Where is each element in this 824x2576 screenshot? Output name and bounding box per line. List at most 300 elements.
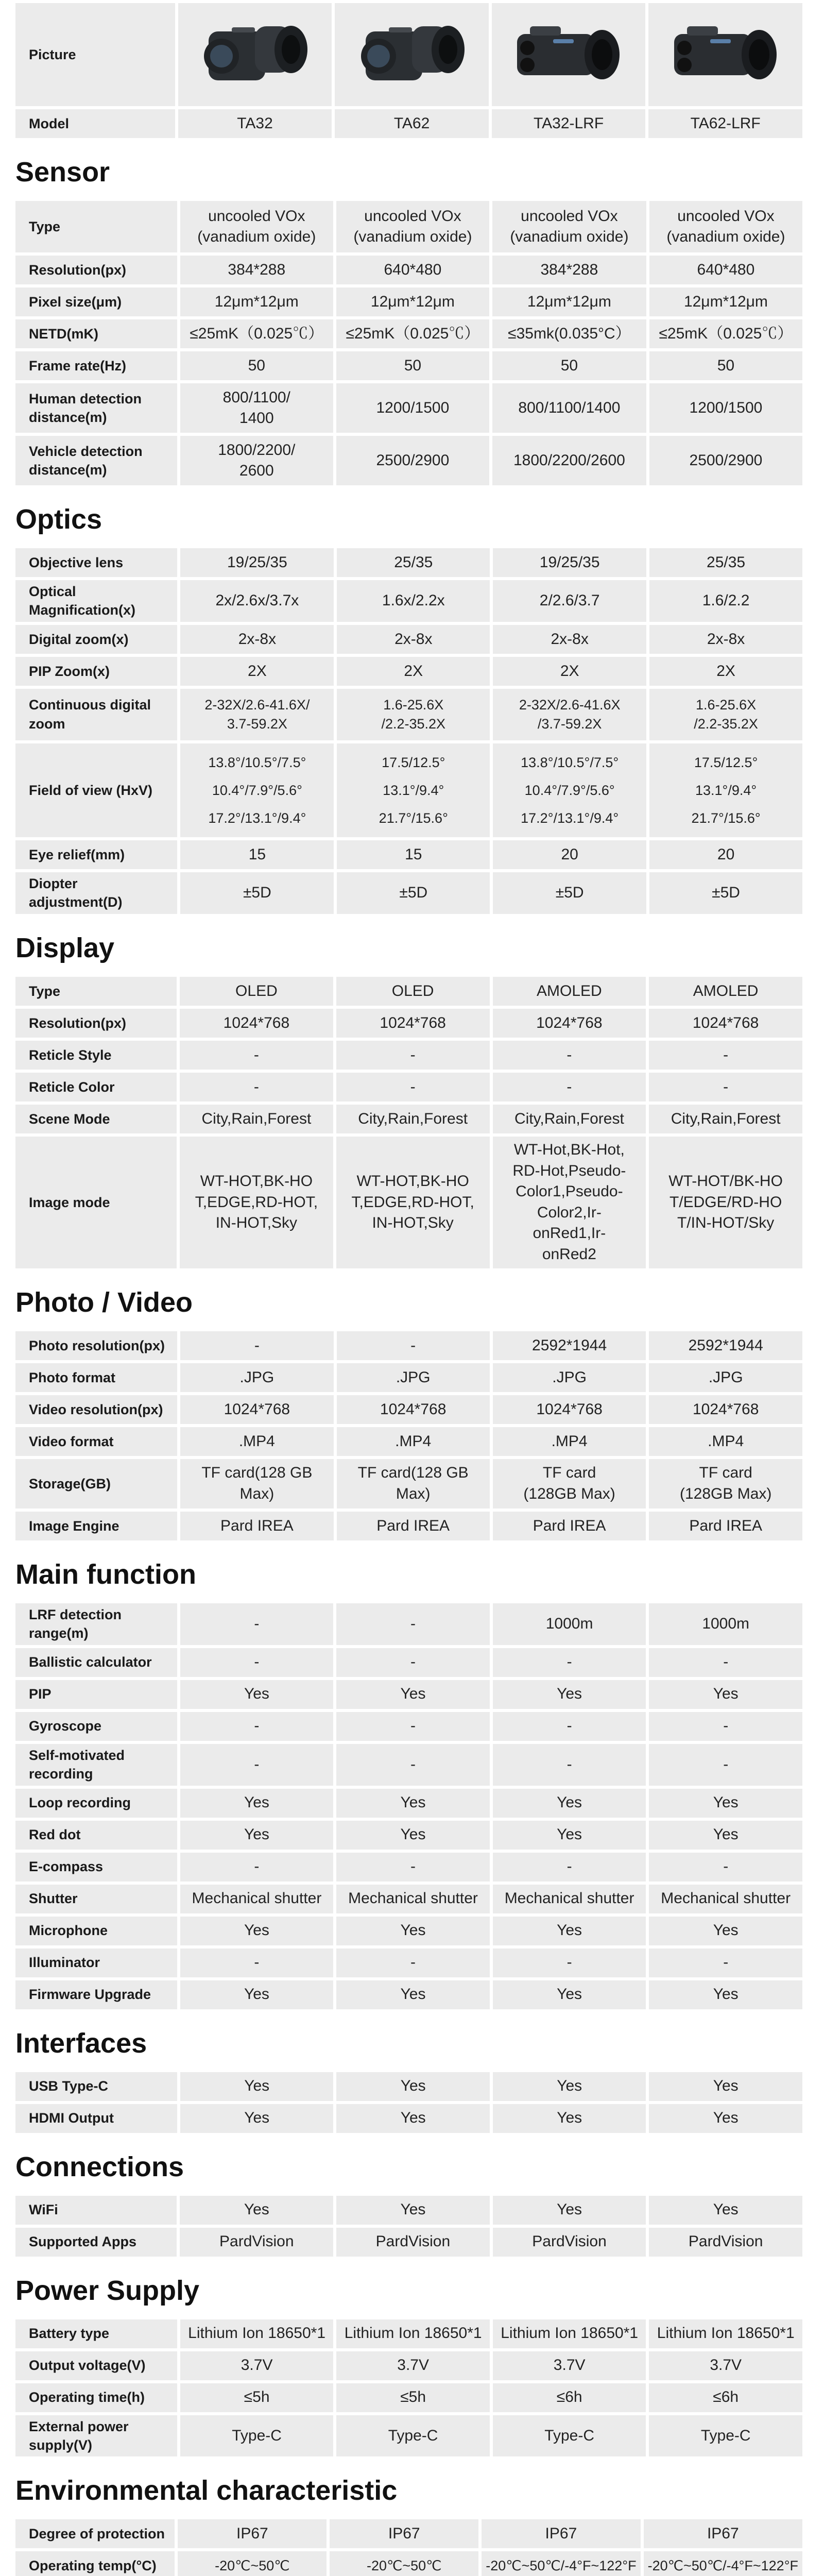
spec-value: .MP4: [493, 1427, 646, 1456]
model-name: TA62-LRF: [648, 109, 802, 138]
spec-table: [12, 2193, 805, 2260]
spec-value: -: [336, 1603, 490, 1645]
spec-value: -20℃~50℃: [330, 2551, 478, 2576]
spec-value: 3.7V: [336, 2351, 490, 2380]
spec-row: [15, 1789, 802, 1818]
spec-value: 2592*1944: [649, 1331, 802, 1360]
spec-row: [15, 2319, 802, 2348]
spec-value: Mechanical shutter: [493, 1885, 646, 1913]
spec-label: Output voltage(V): [15, 2351, 177, 2380]
spec-value: -: [180, 1331, 333, 1360]
spec-value: PardVision: [493, 2228, 646, 2257]
spec-label: PIP Zoom(x): [15, 657, 177, 686]
product-image-ta62: [335, 3, 489, 106]
spec-label: Image Engine: [15, 1512, 177, 1540]
spec-value: 2X: [493, 657, 646, 686]
spec-row: [15, 351, 802, 380]
spec-value: -: [493, 1712, 646, 1741]
spec-label: Supported Apps: [15, 2228, 177, 2257]
spec-value: 2X: [337, 657, 490, 686]
spec-value: -: [493, 1744, 646, 1786]
spec-value: PardVision: [180, 2228, 333, 2257]
spec-row: [15, 2415, 802, 2457]
spec-value: 2x-8x: [337, 625, 490, 654]
spec-value: Pard IREA: [649, 1512, 802, 1540]
spec-label: USB Type-C: [15, 2072, 177, 2101]
spec-label: Reticle Style: [15, 1041, 177, 1070]
spec-value: 800/1100/ 1400: [180, 383, 333, 433]
monocular-image: [664, 11, 787, 98]
spec-value: Yes: [336, 1821, 490, 1850]
spec-value: ≤6h: [493, 2383, 646, 2412]
spec-value: -: [493, 1648, 646, 1677]
spec-label: HDMI Output: [15, 2104, 177, 2133]
spec-value: 2500/2900: [649, 436, 802, 485]
spec-value: -: [180, 1853, 334, 1882]
spec-label: Gyroscope: [15, 1712, 177, 1741]
spec-row: [15, 2196, 802, 2225]
spec-row: [15, 977, 802, 1006]
picture-row: [15, 3, 802, 106]
spec-value: -: [493, 1073, 646, 1101]
spec-row: [15, 1648, 802, 1677]
spec-value: -: [649, 1041, 802, 1070]
spec-value: Yes: [336, 1680, 490, 1709]
product-image-ta62-lrf: [648, 3, 802, 106]
spec-value: -: [649, 1712, 802, 1741]
section-title: Environmental characteristic: [15, 2475, 398, 2506]
spec-value: WT-HOT,BK-HO T,EDGE,RD-HOT, IN-HOT,Sky: [336, 1137, 490, 1268]
spec-value: Yes: [336, 1980, 490, 2009]
spec-value: IP67: [644, 2519, 802, 2548]
spec-value: 19/25/35: [493, 548, 646, 577]
spec-row: [15, 2104, 802, 2133]
spec-label: Resolution(px): [15, 256, 177, 284]
model-name: TA62: [335, 109, 489, 138]
spec-label: Field of view (HxV): [15, 743, 177, 837]
section-title: Sensor: [15, 157, 110, 188]
spec-value: 25/35: [337, 548, 490, 577]
spec-value: Yes: [493, 2072, 646, 2101]
spec-value: -: [336, 1041, 490, 1070]
spec-row: [15, 2551, 802, 2576]
spec-value: 12μm*12μm: [336, 287, 489, 316]
section-title: Power Supply: [15, 2275, 200, 2306]
spec-value: Yes: [336, 1789, 490, 1818]
spec-row: [15, 2351, 802, 2380]
spec-value: 3.7V: [180, 2351, 334, 2380]
spec-value: Type-C: [180, 2415, 334, 2457]
spec-value: 2-32X/2.6-41.6X /3.7-59.2X: [493, 689, 646, 740]
spec-value: 20: [649, 840, 802, 869]
spec-label: Shutter: [15, 1885, 177, 1913]
spec-value: Mechanical shutter: [180, 1885, 334, 1913]
spec-value: 1024*768: [493, 1395, 646, 1424]
spec-label: Scene Mode: [15, 1105, 177, 1133]
spec-value: 2592*1944: [493, 1331, 646, 1360]
spec-value: ≤25mK（0.025℃）: [180, 319, 333, 348]
spec-value: ≤35mk(0.035°C）: [492, 319, 646, 348]
spec-value: ≤5h: [180, 2383, 334, 2412]
spec-row: [15, 1363, 802, 1392]
spec-label: Frame rate(Hz): [15, 351, 177, 380]
spec-row: [15, 1395, 802, 1424]
spec-label: Photo resolution(px): [15, 1331, 177, 1360]
spec-value: Pard IREA: [337, 1512, 490, 1540]
spec-value: OLED: [336, 977, 490, 1006]
spec-value: PardVision: [336, 2228, 490, 2257]
spec-value: -: [336, 1744, 490, 1786]
spec-value: 2x-8x: [493, 625, 646, 654]
product-image-ta32: [178, 3, 332, 106]
spec-value: -: [337, 1331, 490, 1360]
spec-label: External power supply(V): [15, 2415, 177, 2457]
spec-value: 50: [336, 351, 489, 380]
spec-value: -: [649, 1853, 802, 1882]
spec-row: [15, 1105, 802, 1133]
spec-value: Lithium Ion 18650*1: [649, 2319, 802, 2348]
spec-row: [15, 1512, 802, 1540]
spec-value: Yes: [493, 2196, 646, 2225]
spec-label: Storage(GB): [15, 1459, 177, 1509]
spec-label: Video format: [15, 1427, 177, 1456]
spec-label: Vehicle detection distance(m): [15, 436, 177, 485]
spec-value: -20℃~50℃/-4°F~122°F: [644, 2551, 802, 2576]
spec-label: NETD(mK): [15, 319, 177, 348]
spec-row: [15, 436, 802, 485]
spec-table: [12, 2069, 805, 2136]
spec-value: IP67: [178, 2519, 327, 2548]
spec-row: [15, 1917, 802, 1945]
spec-label: Eye relief(mm): [15, 840, 177, 869]
spec-value: City,Rain,Forest: [493, 1105, 646, 1133]
spec-row: [15, 1885, 802, 1913]
spec-value: OLED: [180, 977, 333, 1006]
spec-value: 1800/2200/2600: [492, 436, 646, 485]
spec-row: [15, 1712, 802, 1741]
spec-value: Lithium Ion 18650*1: [180, 2319, 334, 2348]
spec-value: Type-C: [649, 2415, 802, 2457]
spec-row: [15, 1009, 802, 1038]
spec-value: 1024*768: [336, 1009, 490, 1038]
spec-label: Illuminator: [15, 1948, 177, 1977]
spec-value: WT-Hot,BK-Hot, RD-Hot,Pseudo- Color1,Pseudo- Color2,Ir- onRed1,Ir- onRed2: [493, 1137, 646, 1268]
spec-value: 17.5/12.5° 13.1°/9.4° 21.7°/15.6°: [649, 743, 802, 837]
section-title: Interfaces: [15, 2027, 147, 2059]
spec-value: 384*288: [492, 256, 646, 284]
spec-value: uncooled VOx (vanadium oxide): [180, 201, 333, 252]
spec-label: Diopter adjustment(D): [15, 872, 177, 914]
spec-label: Continuous digital zoom: [15, 689, 177, 740]
spec-row: [15, 319, 802, 348]
spec-value: 1800/2200/ 2600: [180, 436, 333, 485]
spec-value: 15: [337, 840, 490, 869]
spec-label: Microphone: [15, 1917, 177, 1945]
spec-row: [15, 287, 802, 316]
spec-value: 640*480: [336, 256, 489, 284]
spec-value: Yes: [336, 2072, 490, 2101]
spec-row: [15, 2519, 802, 2548]
spec-value: 17.5/12.5° 13.1°/9.4° 21.7°/15.6°: [337, 743, 490, 837]
spec-value: TF card(128 GB Max): [337, 1459, 490, 1509]
spec-value: Type-C: [336, 2415, 490, 2457]
spec-table: [12, 545, 805, 917]
spec-value: 1024*768: [180, 1395, 333, 1424]
spec-value: PardVision: [649, 2228, 802, 2257]
spec-value: Yes: [180, 2104, 334, 2133]
spec-row: [15, 580, 802, 622]
spec-row: [15, 657, 802, 686]
spec-value: ±5D: [649, 872, 802, 914]
spec-value: .MP4: [180, 1427, 333, 1456]
spec-value: 1.6/2.2: [649, 580, 802, 622]
spec-value: 20: [493, 840, 646, 869]
spec-row: [15, 548, 802, 577]
spec-value: TF card(128 GB Max): [180, 1459, 333, 1509]
spec-value: AMOLED: [649, 977, 802, 1006]
spec-label: Video resolution(px): [15, 1395, 177, 1424]
spec-value: .JPG: [493, 1363, 646, 1392]
spec-value: -: [649, 1648, 802, 1677]
spec-label: E-compass: [15, 1853, 177, 1882]
spec-value: 2-32X/2.6-41.6X/ 3.7-59.2X: [180, 689, 334, 740]
spec-row: [15, 1041, 802, 1070]
spec-value: 640*480: [649, 256, 802, 284]
spec-label: Objective lens: [15, 548, 177, 577]
spec-value: Yes: [336, 2104, 490, 2133]
spec-table: [12, 2516, 805, 2576]
spec-value: WT-HOT,BK-HO T,EDGE,RD-HOT, IN-HOT,Sky: [180, 1137, 333, 1268]
spec-value: -: [493, 1948, 646, 1977]
spec-row: [15, 743, 802, 837]
spec-value: -: [180, 1648, 334, 1677]
spec-value: ≤6h: [649, 2383, 802, 2412]
spec-value: -: [649, 1948, 802, 1977]
spec-value: 1024*768: [649, 1009, 802, 1038]
spec-label: Pixel size(μm): [15, 287, 177, 316]
spec-label: Photo format: [15, 1363, 177, 1392]
spec-row: [15, 1744, 802, 1786]
spec-value: 12μm*12μm: [492, 287, 646, 316]
spec-value: Yes: [649, 2104, 802, 2133]
spec-value: -: [180, 1744, 334, 1786]
spec-value: .JPG: [337, 1363, 490, 1392]
spec-value: Lithium Ion 18650*1: [493, 2319, 646, 2348]
monocular-image: [350, 11, 474, 98]
spec-row: [15, 1680, 802, 1709]
spec-row: [15, 872, 802, 914]
spec-value: 1000m: [649, 1603, 802, 1645]
spec-value: 13.8°/10.5°/7.5° 10.4°/7.9°/5.6° 17.2°/13.1°/9.4°: [180, 743, 334, 837]
spec-value: IP67: [482, 2519, 640, 2548]
spec-row: [15, 1459, 802, 1509]
spec-value: Yes: [649, 1917, 802, 1945]
spec-row: [15, 840, 802, 869]
spec-table: [12, 198, 805, 488]
spec-label: Firmware Upgrade: [15, 1980, 177, 2009]
spec-row: [15, 1821, 802, 1850]
spec-value: -: [493, 1041, 646, 1070]
spec-row: [15, 625, 802, 654]
spec-label: Red dot: [15, 1821, 177, 1850]
spec-value: Yes: [649, 1821, 802, 1850]
spec-value: IP67: [330, 2519, 478, 2548]
spec-value: 50: [180, 351, 333, 380]
spec-value: -: [180, 1948, 334, 1977]
spec-value: 1024*768: [649, 1395, 802, 1424]
spec-value: Type-C: [493, 2415, 646, 2457]
spec-value: 12μm*12μm: [180, 287, 333, 316]
spec-value: Yes: [180, 1680, 334, 1709]
spec-row: [15, 1137, 802, 1268]
spec-value: 1.6-25.6X /2.2-35.2X: [337, 689, 490, 740]
spec-value: -: [649, 1073, 802, 1101]
spec-row: [15, 383, 802, 433]
spec-value: .JPG: [649, 1363, 802, 1392]
spec-row: [15, 1603, 802, 1645]
spec-value: TF card (128GB Max): [649, 1459, 802, 1509]
spec-value: -: [336, 1073, 490, 1101]
section-title: Photo / Video: [15, 1286, 193, 1318]
spec-value: 12μm*12μm: [649, 287, 802, 316]
section-title: Connections: [15, 2151, 184, 2182]
spec-row: [15, 256, 802, 284]
spec-value: 15: [180, 840, 334, 869]
spec-value: 2X: [649, 657, 802, 686]
spec-value: -: [336, 1648, 490, 1677]
spec-label: Loop recording: [15, 1789, 177, 1818]
spec-value: 1200/1500: [649, 383, 802, 433]
spec-label: Digital zoom(x): [15, 625, 177, 654]
spec-table: [12, 1600, 805, 2012]
product-image-ta32-lrf: [492, 3, 646, 106]
spec-value: 1024*768: [493, 1009, 646, 1038]
spec-value: -: [336, 1712, 490, 1741]
spec-value: .JPG: [180, 1363, 333, 1392]
spec-value: 1024*768: [337, 1395, 490, 1424]
spec-label: LRF detection range(m): [15, 1603, 177, 1645]
spec-value: -: [180, 1712, 334, 1741]
spec-label: Resolution(px): [15, 1009, 177, 1038]
spec-value: 19/25/35: [180, 548, 334, 577]
spec-value: Yes: [493, 1680, 646, 1709]
spec-value: Yes: [180, 1980, 334, 2009]
spec-value: -: [180, 1073, 333, 1101]
spec-value: uncooled VOx (vanadium oxide): [649, 201, 802, 252]
monocular-image: [507, 11, 630, 98]
spec-value: -: [336, 1948, 490, 1977]
spec-table: [12, 2316, 805, 2460]
spec-label: Human detection distance(m): [15, 383, 177, 433]
spec-value: 1024*768: [180, 1009, 333, 1038]
spec-value: uncooled VOx (vanadium oxide): [336, 201, 489, 252]
model-name: TA32-LRF: [492, 109, 646, 138]
spec-row: [15, 1853, 802, 1882]
spec-row: [15, 1948, 802, 1977]
spec-value: -: [649, 1744, 802, 1786]
spec-value: 1000m: [493, 1603, 646, 1645]
spec-value: Yes: [649, 1980, 802, 2009]
spec-value: 1.6x/2.2x: [337, 580, 490, 622]
spec-value: Yes: [649, 2072, 802, 2101]
spec-value: Lithium Ion 18650*1: [336, 2319, 490, 2348]
spec-label: WiFi: [15, 2196, 177, 2225]
spec-value: 2x-8x: [180, 625, 334, 654]
spec-value: -20℃~50℃: [178, 2551, 327, 2576]
spec-value: AMOLED: [493, 977, 646, 1006]
spec-value: Yes: [649, 2196, 802, 2225]
spec-value: 50: [649, 351, 802, 380]
spec-value: .MP4: [649, 1427, 802, 1456]
spec-row: [15, 1427, 802, 1456]
spec-value: .MP4: [337, 1427, 490, 1456]
spec-value: ±5D: [493, 872, 646, 914]
spec-value: Mechanical shutter: [649, 1885, 802, 1913]
spec-row: [15, 2383, 802, 2412]
spec-value: Yes: [493, 1917, 646, 1945]
spec-label: Optical Magnification(x): [15, 580, 177, 622]
section-title: Optics: [15, 504, 102, 535]
spec-value: City,Rain,Forest: [649, 1105, 802, 1133]
header-table: [12, 0, 805, 141]
spec-value: ±5D: [180, 872, 334, 914]
spec-label: Operating temp(°C): [15, 2551, 175, 2576]
spec-value: ≤5h: [336, 2383, 490, 2412]
spec-label: Type: [15, 977, 177, 1006]
spec-value: 2500/2900: [336, 436, 489, 485]
spec-value: 3.7V: [649, 2351, 802, 2380]
model-label: Model: [15, 109, 175, 138]
spec-value: Yes: [649, 1789, 802, 1818]
spec-table: [12, 1328, 805, 1544]
spec-value: 2X: [180, 657, 334, 686]
spec-value: 1.6-25.6X /2.2-35.2X: [649, 689, 802, 740]
spec-value: ≤25mK（0.025℃）: [649, 319, 802, 348]
spec-row: [15, 2072, 802, 2101]
spec-label: PIP: [15, 1680, 177, 1709]
spec-value: Pard IREA: [493, 1512, 646, 1540]
spec-value: Yes: [493, 1980, 646, 2009]
spec-value: Yes: [336, 1917, 490, 1945]
spec-label: Operating time(h): [15, 2383, 177, 2412]
spec-value: -20℃~50℃/-4°F~122°F: [482, 2551, 640, 2576]
spec-value: 384*288: [180, 256, 333, 284]
section-title: Main function: [15, 1558, 196, 1590]
spec-value: Yes: [493, 1789, 646, 1818]
spec-label: Self-motivated recording: [15, 1744, 177, 1786]
spec-value: 3.7V: [493, 2351, 646, 2380]
spec-value: 2x-8x: [649, 625, 802, 654]
spec-value: Yes: [180, 1917, 334, 1945]
spec-value: 50: [492, 351, 646, 380]
spec-label: Type: [15, 201, 177, 252]
spec-value: ≤25mK（0.025℃）: [336, 319, 489, 348]
spec-value: -: [180, 1603, 334, 1645]
spec-row: [15, 2228, 802, 2257]
spec-value: Mechanical shutter: [336, 1885, 490, 1913]
spec-value: 800/1100/1400: [492, 383, 646, 433]
spec-label: Battery type: [15, 2319, 177, 2348]
spec-value: WT-HOT/BK-HO T/EDGE/RD-HO T/IN-HOT/Sky: [649, 1137, 802, 1268]
spec-value: Yes: [336, 2196, 490, 2225]
spec-label: Degree of protection: [15, 2519, 175, 2548]
spec-value: 13.8°/10.5°/7.5° 10.4°/7.9°/5.6° 17.2°/13.1°/9.4°: [493, 743, 646, 837]
spec-value: Pard IREA: [180, 1512, 333, 1540]
spec-value: 25/35: [649, 548, 802, 577]
spec-label: Reticle Color: [15, 1073, 177, 1101]
spec-value: ±5D: [337, 872, 490, 914]
spec-value: Yes: [180, 1789, 334, 1818]
